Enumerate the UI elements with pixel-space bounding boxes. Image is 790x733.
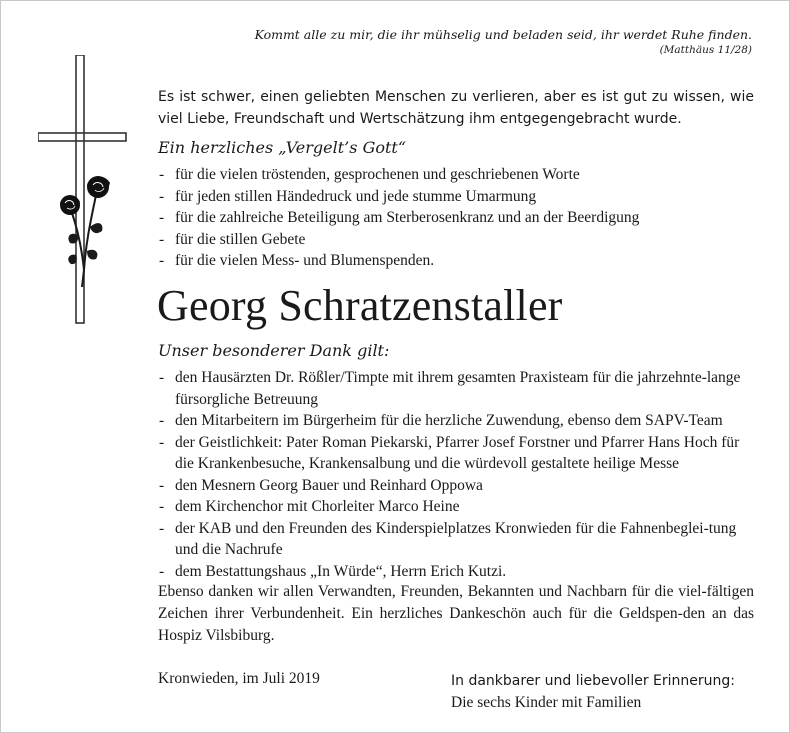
list-item: - für die vielen Mess- und Blumenspenden. xyxy=(158,250,758,272)
place-date: Kronwieden, im Juli 2019 xyxy=(158,670,320,687)
list-item: - für die stillen Gebete xyxy=(158,229,758,251)
bible-quote xyxy=(192,26,752,57)
special-thanks-heading: Unser besonderer Dank gilt: xyxy=(158,341,390,360)
signature-block xyxy=(451,670,756,714)
thanks-list xyxy=(158,164,758,272)
list-item: - für die zahlreiche Beteiligung am Sterberosenkranz und an der Beerdigung xyxy=(158,207,758,229)
cross-with-roses-icon xyxy=(38,55,138,325)
list-item: - dem Kirchenchor mit Chorleiter Marco Heine xyxy=(158,496,758,518)
bible-quote-source: (Matthäus 11/28) xyxy=(659,44,752,56)
bible-quote-text: Kommt alle zu mir, die ihr mühselig und beladen seid, ihr werdet Ruhe finden. xyxy=(254,27,752,42)
list-item: - den Hausärzten Dr. Rößler/Timpte mit ihrem gesamten Praxisteam für die jahrzehnte-lange fürsorgliche Betreuung xyxy=(158,367,758,410)
list-item: - den Mitarbeitern im Bürgerheim für die herzliche Zuwendung, ebenso dem SAPV-Team xyxy=(158,410,758,432)
thanks-heading: Ein herzliches „Vergelt’s Gott“ xyxy=(158,138,407,157)
signature-subtitle: Die sechs Kinder mit Familien xyxy=(451,694,642,711)
deceased-name: Georg Schratzenstaller xyxy=(157,281,563,330)
list-item: - dem Bestattungshaus „In Würde“, Herrn Erich Kutzi. xyxy=(158,561,758,583)
list-item: - für die vielen tröstenden, gesprochenen und geschriebenen Worte xyxy=(158,164,758,186)
signature-title: In dankbarer und liebevoller Erinnerung: xyxy=(451,673,736,689)
list-item: - der Geistlichkeit: Pater Roman Piekarski, Pfarrer Josef Forstner und Pfarrer Hans Hoch für die Krankenbesuche, Krankensalbung und die würdevoll gestaltete heilige Messe xyxy=(158,432,758,475)
list-item: - der KAB und den Freunden des Kinderspielplatzes Kronwieden für die Fahnenbeglei-tung und die Nachrufe xyxy=(158,518,758,561)
closing-paragraph: Ebenso danken wir allen Verwandten, Freunden, Bekannten und Nachbarn für die viel-fältigen Zeichen ihrer Verbundenheit. Ein herzliches Dankeschön auch für die Geldspen-den an das Hospiz Vilsbiburg. xyxy=(158,583,754,644)
list-item: - für jeden stillen Händedruck und jede stumme Umarmung xyxy=(158,186,758,208)
special-thanks-list xyxy=(158,367,758,582)
intro-paragraph: Es ist schwer, einen geliebten Menschen zu verlieren, aber es ist gut zu wissen, wie viel Liebe, Freundschaft und Wertschätzung ihm entgegengebracht wurde. xyxy=(158,89,754,127)
list-item: - den Mesnern Georg Bauer und Reinhard Oppowa xyxy=(158,475,758,497)
